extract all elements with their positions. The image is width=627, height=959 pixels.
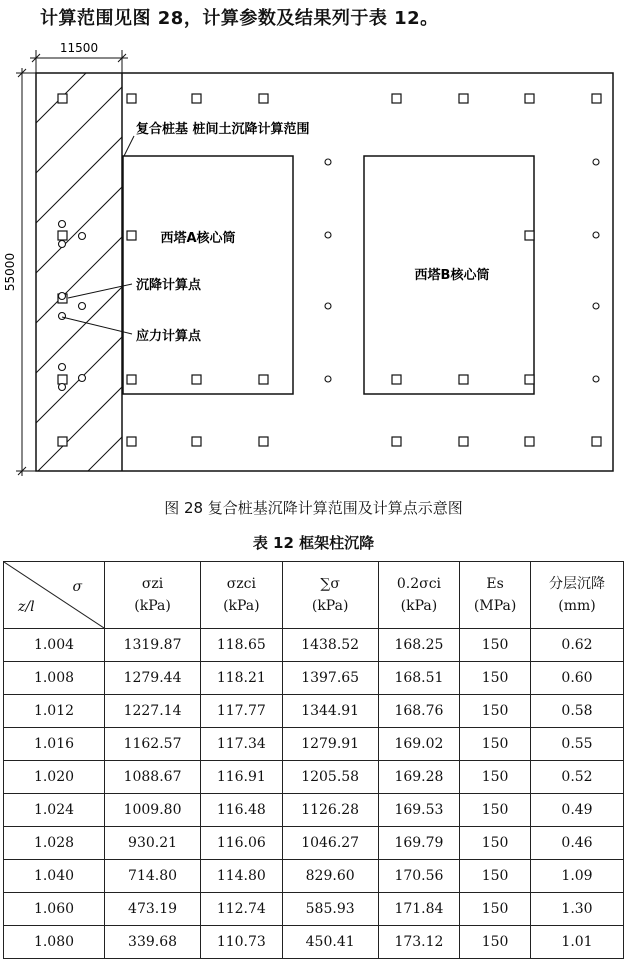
header-col-0: σzi (kPa)	[105, 562, 201, 629]
dimension-height-label: 55000	[3, 252, 17, 292]
site-plan-figure	[0, 30, 627, 490]
stress-point-label: 应力计算点	[136, 329, 202, 344]
core-tube-a	[123, 156, 293, 394]
figure-caption: 图 28 复合桩基沉降计算范围及计算点示意图	[164, 499, 463, 517]
table-row: 1.012 1227.14 117.77 1344.91 168.76 150 0.58	[4, 695, 624, 728]
calculation-circles	[59, 159, 600, 391]
table-row: 1.008 1279.44 118.21 1397.65 168.51 150 0.60	[4, 662, 624, 695]
header-zl: z/l	[18, 599, 35, 615]
table-row: 1.020 1088.67 116.91 1205.58 169.28 150 0.52	[4, 761, 624, 794]
header-col-2: ∑σ (kPa)	[282, 562, 378, 629]
core-b-label: 西塔B核心筒	[414, 268, 490, 283]
header-col-1: σzci (kPa)	[201, 562, 283, 629]
table-row: 1.080 339.68 110.73 450.41 173.12 150 1.01	[4, 926, 624, 959]
table-row: 1.004 1319.87 118.65 1438.52 168.25 150 0.62	[4, 629, 624, 662]
table-caption: 表 12 框架柱沉降	[252, 534, 375, 552]
table-row: 1.060 473.19 112.74 585.93 171.84 150 1.30	[4, 893, 624, 926]
table-row: 1.028 930.21 116.06 1046.27 169.79 150 0.46	[4, 827, 624, 860]
table-row: 1.016 1162.57 117.34 1279.91 169.02 150 0.55	[4, 728, 624, 761]
header-col-3: 0.2σci (kPa)	[378, 562, 460, 629]
intro-text: 计算范围见图 28，计算参数及结果列于表 12。	[40, 8, 439, 29]
dimension-height	[16, 68, 36, 476]
table-row: 1.040 714.80 114.80 829.60 170.56 150 1.09	[4, 860, 624, 893]
header-col-4: Es (MPa)	[460, 562, 531, 629]
header-col-5: 分层沉降 (mm)	[531, 562, 624, 629]
dimension-width-label: 11500	[59, 41, 99, 55]
column-markers	[58, 94, 601, 446]
composite-pile-zone	[36, 30, 136, 490]
header-sigma: σ	[72, 579, 82, 595]
header-diagonal-cell	[4, 562, 105, 629]
settle-point-label: 沉降计算点	[136, 278, 202, 293]
core-a-label: 西塔A核心筒	[160, 231, 236, 246]
table-row: 1.024 1009.80 116.48 1126.28 169.53 150 0.49	[4, 794, 624, 827]
range-label: 复合桩基 桩间土沉降计算范围	[136, 122, 310, 137]
table-header-row	[4, 562, 624, 629]
settlement-table	[3, 561, 624, 959]
